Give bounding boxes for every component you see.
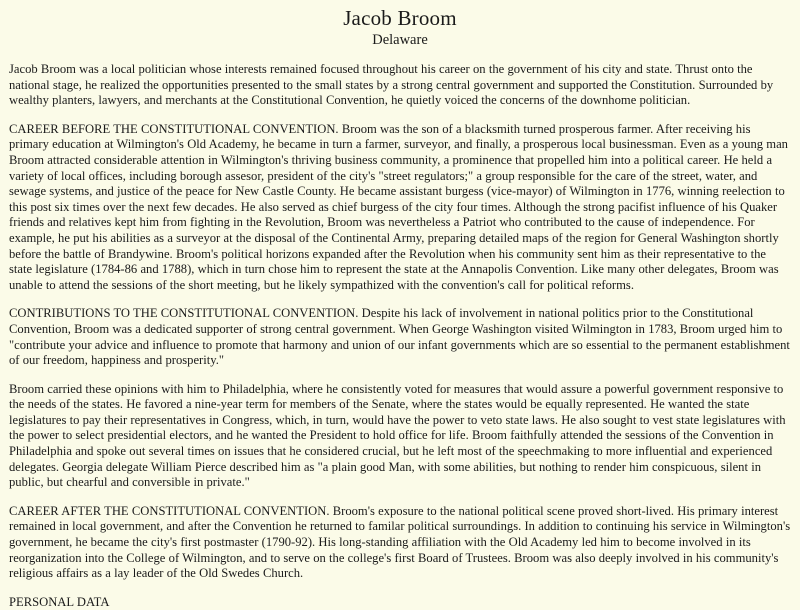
paragraph-intro: Jacob Broom was a local politician whose interests remained focused throughout his career on the government of his city and state. Thrust onto the national stage, he realized the opportunities presented to the small states by a strong central government and supported the Constitution. Surrounded by wealthy planters, lawyers, and merchants at the Constitutional Convention, he quietly voiced the concerns of the downhome politician.: [9, 62, 774, 108]
document-body: [9, 62, 791, 610]
paragraph-philadelphia-positions: Broom carried these opinions with him to Philadelphia, where he consistently voted for measures that would assure a powerful government responsive to the needs of the states. He favored a nine-year term for members of the Senate, where the states would be equally represented. He wanted the state legislatures to pay their representatives in Congress, which, in turn, would have the power to veto state laws. He also sought to vest state legislatures with the power to select presidential electors, and he wanted the President to hold office for life. Broom faithfully attended the sessions of the Convention in Philadelphia and spoke out several times on issues that he considered crucial, but he left most of the speechmaking to more influential and experienced delegates. Georgia delegate William Pierce described him as "a plain good Man, with some abilities, but nothing to render him conspicuous, silent in public, but chearful and conversible in private.": [9, 381, 786, 490]
paragraph-career-before-convention: CAREER BEFORE THE CONSTITUTIONAL CONVENTION. Broom was the son of a blacksmith turned prosperous farmer. After receiving his primary education at Wilmington's Old Academy, he became in turn a farmer, surveyor, and finally, a prosperous local businessman. Even as a young man Broom attracted considerable attention in Wilmington's thriving business community, a prominence that propelled him into a political career. He held a variety of local offices, including borough assesor, president of the city's "street regulators;" a group responsible for the care of the street, water, and sewage systems, and justice of the peace for New Castle County. He became assistant burgess (vice-mayor) of Wilmington in 1776, winning reelection to this post six times over the next few decades. He also served as chief burgess of the city four times. Although the strong pacifist influence of his Quaker friends and relatives kept him from fighting in the Revolution, Broom was nevertheless a Patriot who contributed to the cause of independence. For example, he put his abilities as a surveyor at the disposal of the Continental Army, preparing detailed maps of the region for General Washington shortly before the battle of Brandywine. Broom's political horizons expanded after the Revolution when his community sent him as their representative to the state legislature (1784-86 and 1788), which in turn chose him to represent the state at the Annapolis Convention. Like many other delegates, Broom was unable to attend the sessions of the short meeting, but he likely sympathized with the convention's call for political reforms.: [9, 121, 788, 292]
paragraph-contributions-to-convention: CONTRIBUTIONS TO THE CONSTITUTIONAL CONVENTION. Despite his lack of involvement in national politics prior to the Constitutional Convention, Broom was a dedicated supporter of strong central government. When George Washington visited Wilmington in 1783, Broom urged him to "contribute your advice and influence to promote that harmony and union of our infant governments which are so essential to the permanent establishment of our freedom, happiness and prosperity.": [9, 306, 790, 368]
heading-personal-data: PERSONAL DATA: [9, 594, 110, 609]
page-title: Jacob Broom: [343, 6, 457, 30]
paragraph-career-after-convention: CAREER AFTER THE CONSTITUTIONAL CONVENTION. Broom's exposure to the national political scene proved short-lived. His primary interest remained in local government, and after the Convention he returned to familar political surroundings. In addition to continuing his service in Wilmington's government, he became the city's first postmaster (1790-92). His long-standing affiliation with the Old Academy led him to become involved in its reorganization into the College of Wilmington, and to serve on the college's first Board of Trustees. Broom was also deeply involved in his community's religious affairs as a lay leader of the Old Swedes Church.: [9, 503, 791, 581]
page-subtitle: Delaware: [372, 32, 428, 48]
